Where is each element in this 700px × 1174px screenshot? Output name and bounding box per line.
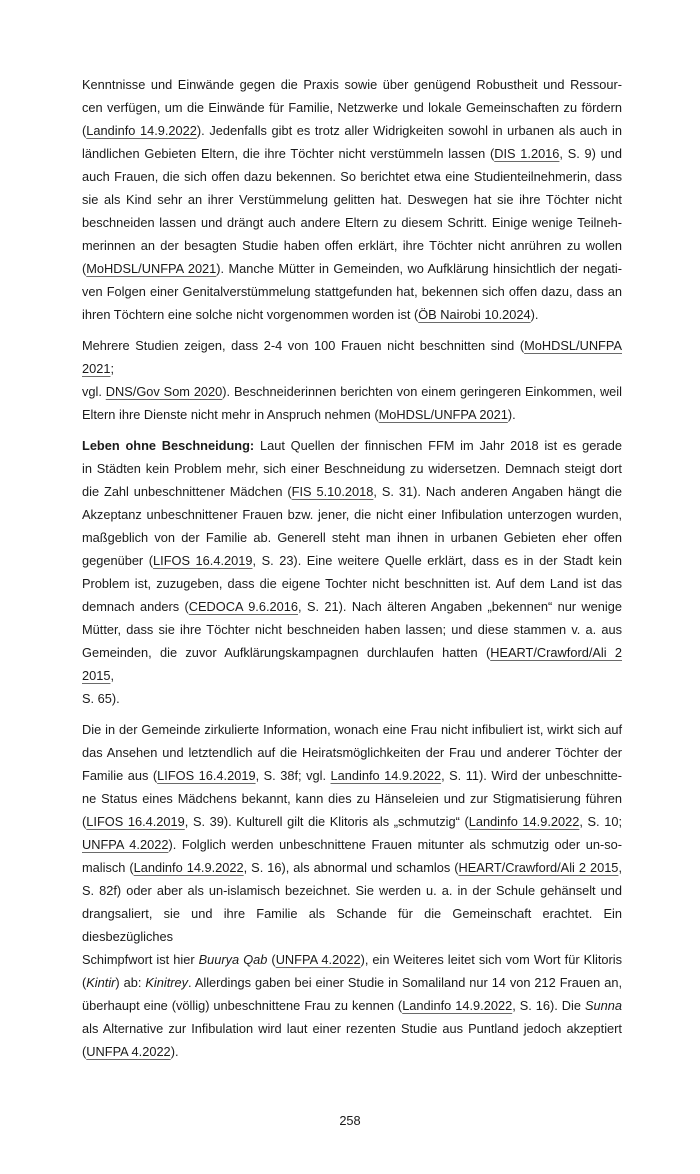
body-text: ( [267,952,276,967]
text-line [82,971,622,994]
text-line [82,403,622,426]
text-line [82,503,622,526]
body-text: ). Folglich werden unbeschnittene Frauen mitunter als schmutzig oder un-so- [168,837,622,852]
italic-term: Sunna [585,998,623,1013]
text-line [82,234,622,257]
body-text: ( [82,975,87,990]
body-text: vgl. [82,384,106,399]
body-text: ( [82,1044,87,1059]
bold-heading-text: Leben ohne Beschneidung: [82,438,255,453]
page-number: 258 [339,1113,361,1128]
body-text: ( [82,123,87,138]
citation-link[interactable]: Landinfo 14.9.2022 [86,123,197,138]
body-text: . Allerdings gaben bei einer Studie in Somaliland nur 14 von 212 Frauen an, [188,975,622,990]
body-text: Familie aus ( [82,768,158,783]
body-text: malisch ( [82,860,134,875]
body-text: maßgeblich von der Familie ab. Generell steht man ihnen in urbanen Gebieten eher offen [82,530,622,545]
body-text: in Städten kein Problem mehr, sich einer Beschneidung zu widersetzen. Demnach steigt dort [82,461,622,476]
text-line [82,810,622,833]
text-line [82,741,622,764]
body-text: cen verfügen, um die Einwände für Familie, Netzwerke und lokale Gemeinschaften zu fördern [82,100,622,115]
body-text: ). [507,407,516,422]
body-text: S. 82f) oder aber als un-islamisch bezeichnet. Sie werden u. a. in der Schule gehänselt und [82,883,622,898]
body-text: , S. 11). Wird der unbeschnitte- [441,768,622,783]
citation-link[interactable]: FIS 5.10.2018 [291,484,374,499]
body-text: ; [110,361,115,376]
body-text: ländlichen Gebieten Eltern, die ihre Töchter nicht verstümmeln lassen ( [82,146,495,161]
text-line [82,902,622,948]
text-line [82,764,622,787]
body-text: Die in der Gemeinde zirkulierte Information, wonach eine Frau nicht infibuliert ist, wirkt sich auf [82,722,622,737]
body-text: demnach anders ( [82,599,189,614]
text-line [82,833,622,856]
body-text: als Alternative zur Infibulation wird laut einer rezenten Studie aus Puntland jedoch akzeptiert [82,1021,622,1036]
body-text: ne Status eines Mädchens bekannt, kann dies zu Hänseleien und zur Stigmatisierung führen [82,791,622,806]
text-line [82,96,622,119]
body-text: S. 65). [82,691,120,706]
body-text: ( [82,814,87,829]
body-text: ( [82,261,87,276]
citation-link[interactable]: DNS/Gov Som 2020 [105,384,223,399]
body-text: , [110,668,115,683]
body-text: , S. 39). Kulturell gilt die Klitoris als „schmutzig“ ( [184,814,469,829]
citation-link[interactable]: Landinfo 14.9.2022 [330,768,442,783]
body-text: ven Folgen einer Genitalverstümmelung stattgefunden hat, bekennen sich offen dazu, dass an [82,284,622,299]
text-line [82,73,622,96]
text-line [82,526,622,549]
citation-link[interactable]: HEART/Crawford/Ali 2 2015 [82,645,622,683]
text-line [82,994,622,1017]
paragraph [82,73,622,326]
citation-link[interactable]: UNFPA 4.2022 [82,837,169,852]
text-line [82,457,622,480]
body-text: , S. 10; [579,814,622,829]
text-line [82,549,622,572]
text-line [82,142,622,165]
text-line [82,948,622,971]
body-text: merinnen an der besagten Studie haben offen erklärt, ihre Töchter nicht anrühren zu wollen [82,238,622,253]
citation-link[interactable]: ÖB Nairobi 10.2024 [418,307,531,322]
text-line [82,380,622,403]
body-text: , S. 38f; vgl. [255,768,331,783]
body-text: beschneiden lassen und drängt auch andere Eltern zu diesem Schritt. Einige wenige Teilneh- [82,215,622,230]
body-text: Problem ist, zuzugeben, dass die eigene Tochter nicht beschnitten ist. Auf dem Land ist das [82,576,622,591]
text-line [82,879,622,902]
italic-term: Kinitrey [145,975,189,990]
text-line [82,119,622,142]
body-text: , S. 16), als abnormal und schamlos ( [243,860,459,875]
citation-link[interactable]: MoHDSL/UNFPA 2021 [82,338,622,376]
citation-link[interactable]: MoHDSL/UNFPA 2021 [378,407,508,422]
text-line [82,618,622,641]
text-line [82,595,622,618]
citation-link[interactable]: DIS 1.2016 [494,146,560,161]
citation-link[interactable]: HEART/Crawford/Ali 2 2015 [458,860,619,875]
body-text: Mehrere Studien zeigen, dass 2-4 von 100 Frauen nicht beschnitten sind ( [82,338,525,353]
body-text: die Zahl unbeschnittener Mädchen ( [82,484,292,499]
text-line [82,572,622,595]
text-line [82,211,622,234]
italic-term: Kintir [86,975,116,990]
body-text: Akzeptanz unbeschnittener Frauen bzw. jener, die nicht einer Infibulation unterzogen wurden, [82,507,622,522]
body-text: , S. 23). Eine weitere Quelle erklärt, dass es in der Stadt kein [252,553,623,568]
text-line [82,1017,622,1040]
body-text: Schimpfwort ist hier [82,952,199,967]
body-text: Laut Quellen der finnischen FFM im Jahr 2018 ist es gerade [254,438,622,453]
citation-link[interactable]: LIFOS 16.4.2019 [86,814,185,829]
body-text: gegenüber ( [82,553,154,568]
text-line [82,303,622,326]
citation-link[interactable]: CEDOCA 9.6.2016 [188,599,299,614]
paragraph [82,334,622,426]
text-line [82,641,622,687]
body-text: , S. 16). Die [512,998,585,1013]
body-text: überhaupt eine (völlig) unbeschnittene Frau zu kennen ( [82,998,403,1013]
text-line [82,480,622,503]
citation-link[interactable]: Landinfo 14.9.2022 [468,814,580,829]
body-text: , S. 21). Nach älteren Angaben „bekennen“ nur wenige [298,599,622,614]
body-text: , [618,860,622,875]
text-line [82,434,622,457]
body-text: ihren Töchtern eine solche nicht vorgenommen worden ist ( [82,307,419,322]
text-line [82,687,622,710]
paragraph [82,434,622,710]
body-text: ). Jedenfalls gibt es trotz aller Widrigkeiten sowohl in urbanen als auch in [196,123,622,138]
text-line [82,334,622,380]
italic-term: Buurya Qab [198,952,268,967]
citation-link[interactable]: Landinfo 14.9.2022 [402,998,513,1013]
body-text: Eltern ihre Dienste nicht mehr in Anspruch nehmen ( [82,407,379,422]
citation-link[interactable]: Landinfo 14.9.2022 [133,860,244,875]
citation-link[interactable]: UNFPA 4.2022 [275,952,361,967]
body-text: ). Beschneiderinnen berichten von einem geringeren Einkommen, weil [222,384,622,399]
body-text: drangsaliert, sie und ihre Familie als Schande für die Gemeinschaft erachtet. Ein diesbezügliches [82,906,622,944]
citation-link[interactable]: LIFOS 16.4.2019 [157,768,256,783]
citation-link[interactable]: MoHDSL/UNFPA 2021 [86,261,217,276]
body-text: ). [170,1044,179,1059]
text-line [82,856,622,879]
body-text: Kenntnisse und Einwände gegen die Praxis sowie über genügend Robustheit und Ressour- [82,77,622,92]
text-line [82,188,622,211]
text-line [82,718,622,741]
paragraph [82,718,622,1063]
body-text: Mütter, dass sie ihre Töchter nicht beschneiden haben lassen; und diese stammen v. a. aus [82,622,622,637]
body-text: ), ein Weiteres leitet sich vom Wort für Klitoris [360,952,622,967]
body-text: ). Manche Mütter in Gemeinden, wo Aufklärung hinsichtlich der negati- [216,261,622,276]
body-text: sie als Kind sehr an ihrer Verstümmelung gelitten hat. Deswegen hat sie ihre Töchter nicht [82,192,622,207]
text-line [82,257,622,280]
body-text: das Ansehen und letztendlich auf die Heiratsmöglichkeiten der Frau und anderer Töchter der [82,745,622,760]
body-text: ). [530,307,539,322]
text-line [82,1040,622,1063]
text-line [82,280,622,303]
text-line [82,165,622,188]
text-line [82,787,622,810]
body-text: , S. 31). Nach anderen Angaben hängt die [373,484,622,499]
citation-link[interactable]: UNFPA 4.2022 [86,1044,171,1059]
citation-link[interactable]: LIFOS 16.4.2019 [153,553,253,568]
body-text: , S. 9) und [559,146,622,161]
body-text: Gemeinden, die zuvor Aufklärungskampagnen durchlaufen hatten ( [82,645,491,660]
document-body [82,73,622,1071]
body-text: auch Frauen, die sich offen dazu bekennen. So berichtet etwa eine Studienteilnehmerin, dass [82,169,622,184]
body-text: ) ab: [115,975,146,990]
